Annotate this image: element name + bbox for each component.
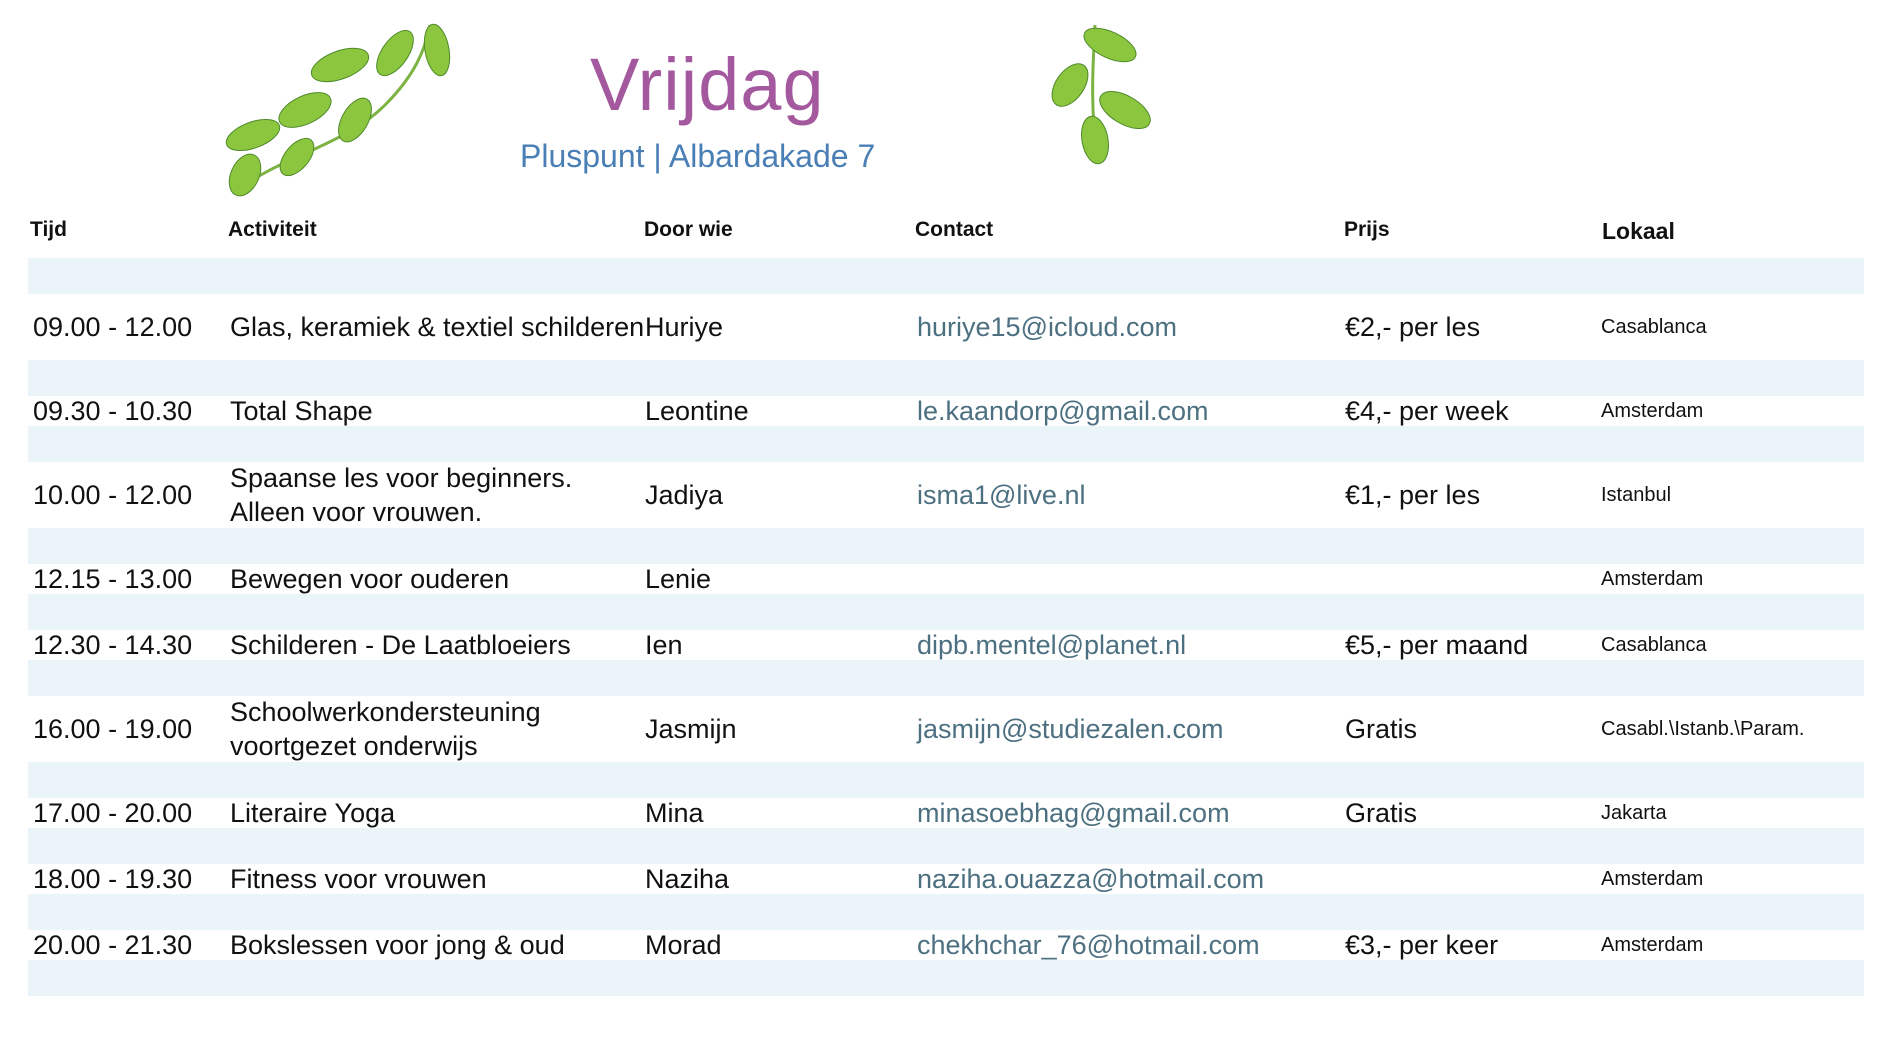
row-separator [28, 258, 1864, 294]
cell-activiteit: Spaanse les voor beginners. Alleen voor vrouwen. [230, 463, 573, 527]
cell-tijd: 18.00 - 19.30 [33, 864, 193, 894]
cell-lokaal: Casablanca [1601, 316, 1707, 338]
table-row [28, 930, 1864, 960]
cell-door-wie: Ien [645, 630, 683, 660]
table-row [28, 630, 1864, 660]
cell-prijs: €3,- per keer [1345, 930, 1499, 960]
cell-prijs: €1,- per les [1345, 480, 1481, 510]
cell-tijd: 16.00 - 19.00 [33, 714, 193, 744]
table-row [28, 462, 1864, 528]
cell-door-wie: Lenie [645, 564, 712, 594]
cell-prijs: €5,- per maand [1345, 630, 1529, 660]
schedule-table [28, 210, 1864, 996]
cell-contact-email[interactable]: isma1@live.nl [917, 480, 1086, 510]
row-separator [28, 426, 1864, 462]
cell-tijd: 09.30 - 10.30 [33, 396, 193, 426]
leaf-branch-icon [1035, 15, 1155, 165]
cell-lokaal: Istanbul [1601, 484, 1672, 506]
cell-door-wie: Huriye [645, 312, 724, 342]
cell-lokaal: Amsterdam [1601, 934, 1704, 956]
cell-activiteit: Literaire Yoga [230, 798, 396, 828]
cell-contact-email[interactable]: chekhchar_76@hotmail.com [917, 930, 1260, 960]
cell-contact-email[interactable]: naziha.ouazza@hotmail.com [917, 864, 1265, 894]
cell-door-wie: Mina [645, 798, 704, 828]
cell-prijs: Gratis [1345, 714, 1418, 744]
page-title: Vrijdag [590, 43, 825, 126]
cell-activiteit: Total Shape [230, 396, 373, 426]
cell-tijd: 12.30 - 14.30 [33, 630, 193, 660]
leaf-branch-icon [225, 15, 465, 200]
cell-door-wie: Jadiya [645, 480, 724, 510]
row-separator [28, 894, 1864, 930]
cell-lokaal: Jakarta [1601, 802, 1667, 824]
cell-lokaal: Casablanca [1601, 634, 1707, 656]
cell-tijd: 20.00 - 21.30 [33, 930, 193, 960]
cell-tijd: 12.15 - 13.00 [33, 564, 193, 594]
row-separator [28, 360, 1864, 396]
column-header-door-wie: Door wie [644, 218, 733, 241]
table-row [28, 696, 1864, 762]
column-header-tijd: Tijd [30, 218, 67, 241]
page-subtitle: Pluspunt | Albardakade 7 [520, 138, 876, 174]
cell-lokaal: Casabl.\Istanb.\Param. [1601, 718, 1805, 740]
cell-contact-email[interactable]: jasmijn@studiezalen.com [917, 714, 1224, 744]
cell-contact-email[interactable]: le.kaandorp@gmail.com [917, 396, 1209, 426]
cell-contact-email[interactable]: minasoebhag@gmail.com [917, 798, 1230, 828]
table-row [28, 396, 1864, 426]
row-separator [28, 528, 1864, 564]
cell-door-wie: Leontine [645, 396, 749, 426]
table-header [28, 210, 1864, 258]
cell-contact-email[interactable]: huriye15@icloud.com [917, 312, 1178, 342]
cell-prijs: Gratis [1345, 798, 1418, 828]
cell-lokaal: Amsterdam [1601, 568, 1704, 590]
table-row [28, 294, 1864, 360]
row-separator [28, 960, 1864, 996]
cell-prijs: €4,- per week [1345, 396, 1509, 426]
cell-prijs: €2,- per les [1345, 312, 1481, 342]
row-separator [28, 828, 1864, 864]
cell-activiteit: Fitness voor vrouwen [230, 864, 487, 894]
cell-lokaal: Amsterdam [1601, 400, 1704, 422]
row-separator [28, 594, 1864, 630]
cell-activiteit: Schoolwerkondersteuning voortgezet onderwijs [230, 697, 541, 761]
cell-lokaal: Amsterdam [1601, 868, 1704, 890]
cell-activiteit: Glas, keramiek & textiel schilderen [230, 312, 645, 342]
column-header-contact: Contact [915, 218, 994, 241]
cell-tijd: 17.00 - 20.00 [33, 798, 193, 828]
cell-tijd: 09.00 - 12.00 [33, 312, 193, 342]
column-header-prijs: Prijs [1344, 218, 1390, 241]
cell-door-wie: Jasmijn [645, 714, 737, 744]
cell-activiteit: Schilderen - De Laatbloeiers [230, 630, 571, 660]
table-row [28, 864, 1864, 894]
cell-tijd: 10.00 - 12.00 [33, 480, 193, 510]
table-row [28, 564, 1864, 594]
column-header-lokaal: Lokaal [1602, 218, 1675, 244]
cell-door-wie: Naziha [645, 864, 730, 894]
table-row [28, 798, 1864, 828]
row-separator [28, 762, 1864, 798]
cell-activiteit: Bokslessen voor jong & oud [230, 930, 565, 960]
column-header-activiteit: Activiteit [228, 218, 317, 241]
cell-activiteit: Bewegen voor ouderen [230, 564, 510, 594]
row-separator [28, 660, 1864, 696]
cell-door-wie: Morad [645, 930, 722, 960]
cell-contact-email[interactable]: dipb.mentel@planet.nl [917, 630, 1187, 660]
